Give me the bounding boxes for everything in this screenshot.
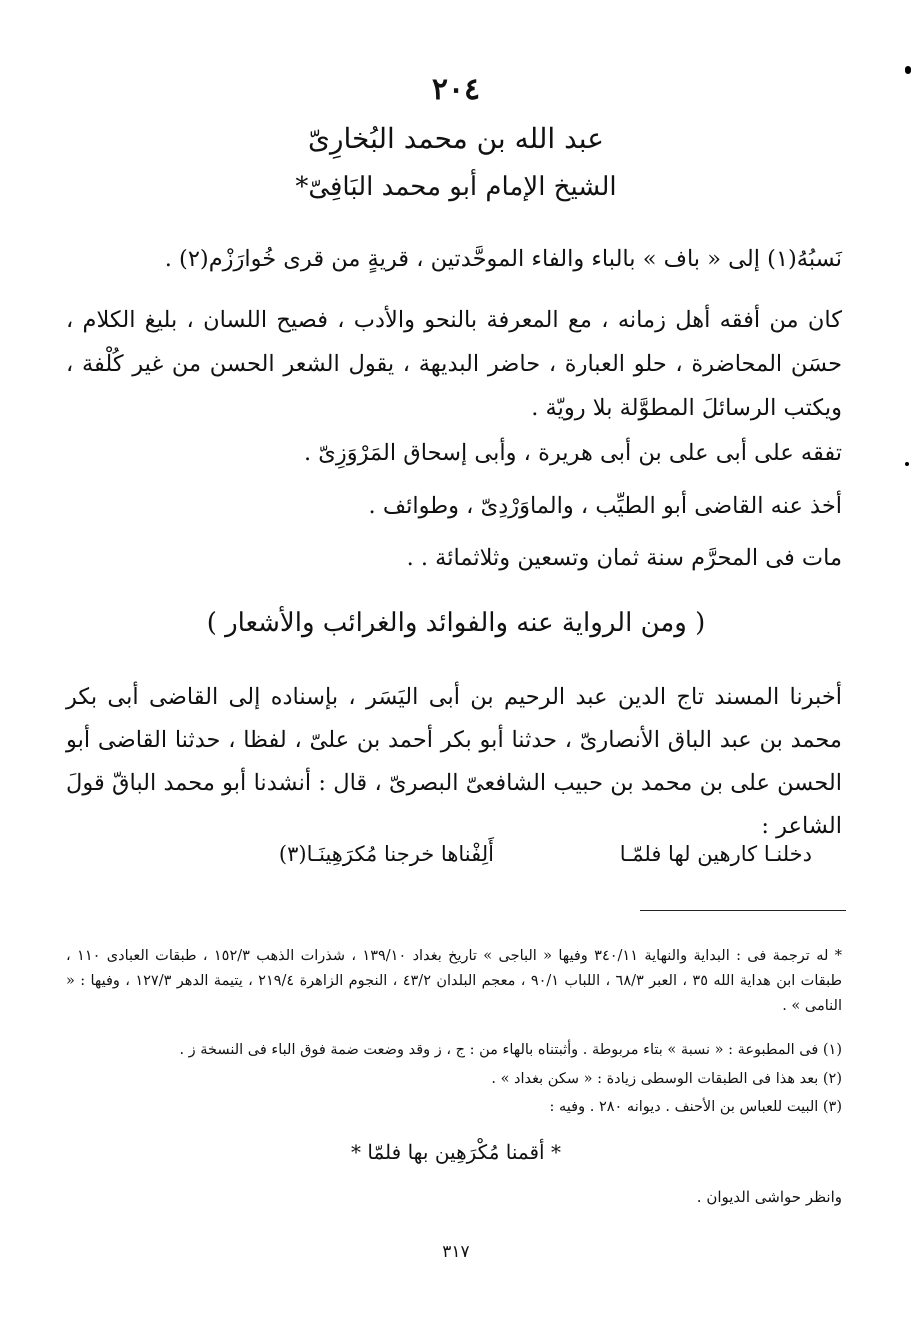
- biography-title: عبد الله بن محمد البُخارِىّ: [308, 122, 604, 155]
- verse-second-hemistich: أَلِفْناها خرجنا مُكرَهِينَـا(٣): [278, 842, 494, 866]
- paragraph-description: كان من أفقه أهل زمانه ، مع المعرفة بالنحو والأدب ، فصيح اللسان ، بليغ الكلام ، حسَن المحاضرة ، حلو العبارة ، حاضر البديهة ، يقول الشعر الحسن من غير كُلْفة ، ويكتب الرسائلَ المطوَّلة بلا رويّة .: [66, 307, 842, 421]
- scan-edge-mark: [905, 66, 911, 74]
- footnote-1: (١) فى المطبوعة : « نسبة » بتاء مربوطة . وأثبتناه بالهاء من : ج ، ز وقد وضعت ضمة فوق الباء فى النسخة ز .: [179, 1042, 842, 1058]
- narration-paragraph: أخبرنا المسند تاج الدين عبد الرحيم بن أبى اليَسَر ، بإسناده إلى القاضى أبى بكر محمد بن عبد الباق الأنصارىّ ، حدثنا أبو بكر أحمد بن علىّ ، لفظا ، حدثنا القاضى أبو الحسن على بن محمد بن حبيب الشافعىّ البصرىّ ، قال : أنشدنا أبو محمد الباقّ قولَ الشاعر :: [66, 684, 842, 839]
- scan-edge-mark: [905, 462, 909, 466]
- paragraph-death: مات فى المحرَّم سنة ثمان وتسعين وثلاثمائة . .: [406, 545, 842, 571]
- paragraph-lineage: نَسبُهُ(١) إلى « باف » بالباء والفاء الموحَّدتين ، قريةٍ من قرى خُوارَزْم(٢) .: [164, 246, 842, 272]
- footnote-separator: [640, 910, 846, 911]
- paragraph-students: أخذ عنه القاضى أبو الطيِّب ، والماوَرْدِىّ ، وطوائف .: [368, 493, 842, 519]
- entry-number: ٢٠٤: [431, 72, 481, 107]
- section-heading: ( ومن الرواية عنه والفوائد والغرائب والأشعار ): [206, 608, 706, 638]
- page-number: ٣١٧: [442, 1242, 470, 1262]
- footnote-2: (٢) بعد هذا فى الطبقات الوسطى زيادة : « سكن بغداد » .: [491, 1071, 842, 1087]
- footnote-star: * له ترجمة فى : البداية والنهاية ٣٤٠/١١ وفيها « الباجى » تاريخ بغداد ١٣٩/١٠ ، شذرات الذهب ١٥٢/٣ ، طبقات العبادى ١١٠ ، طبقات ابن هداية الله ٣٥ ، العبر ٦٨/٣ ، اللباب ٩٠/١ ، معجم البلدان ٤٣/٢ ، النجوم الزاهرة ٢١٩/٤ ، يتيمة الدهر ١٢٧/٣ ، وفيها : « النامى » .: [66, 948, 842, 1014]
- footnote-3: (٣) البيت للعباس بن الأحنف . ديوانه ٢٨٠ . وفيه :: [549, 1099, 842, 1115]
- footnote-3-reference: وانظر حواشى الديوان .: [696, 1188, 842, 1206]
- biography-subtitle: الشيخ الإمام أبو محمد البَافِىّ*: [295, 172, 617, 202]
- paragraph-teachers: تفقه على أبى على بن أبى هريرة ، وأبى إسحاق المَرْوَزِىّ .: [303, 440, 842, 466]
- footnote-3-verse: * أقمنا مُكْرَهِين بها فلمّا *: [351, 1140, 561, 1164]
- verse-first-hemistich: دخلنـا كارهين لها فلمّـا: [619, 842, 812, 866]
